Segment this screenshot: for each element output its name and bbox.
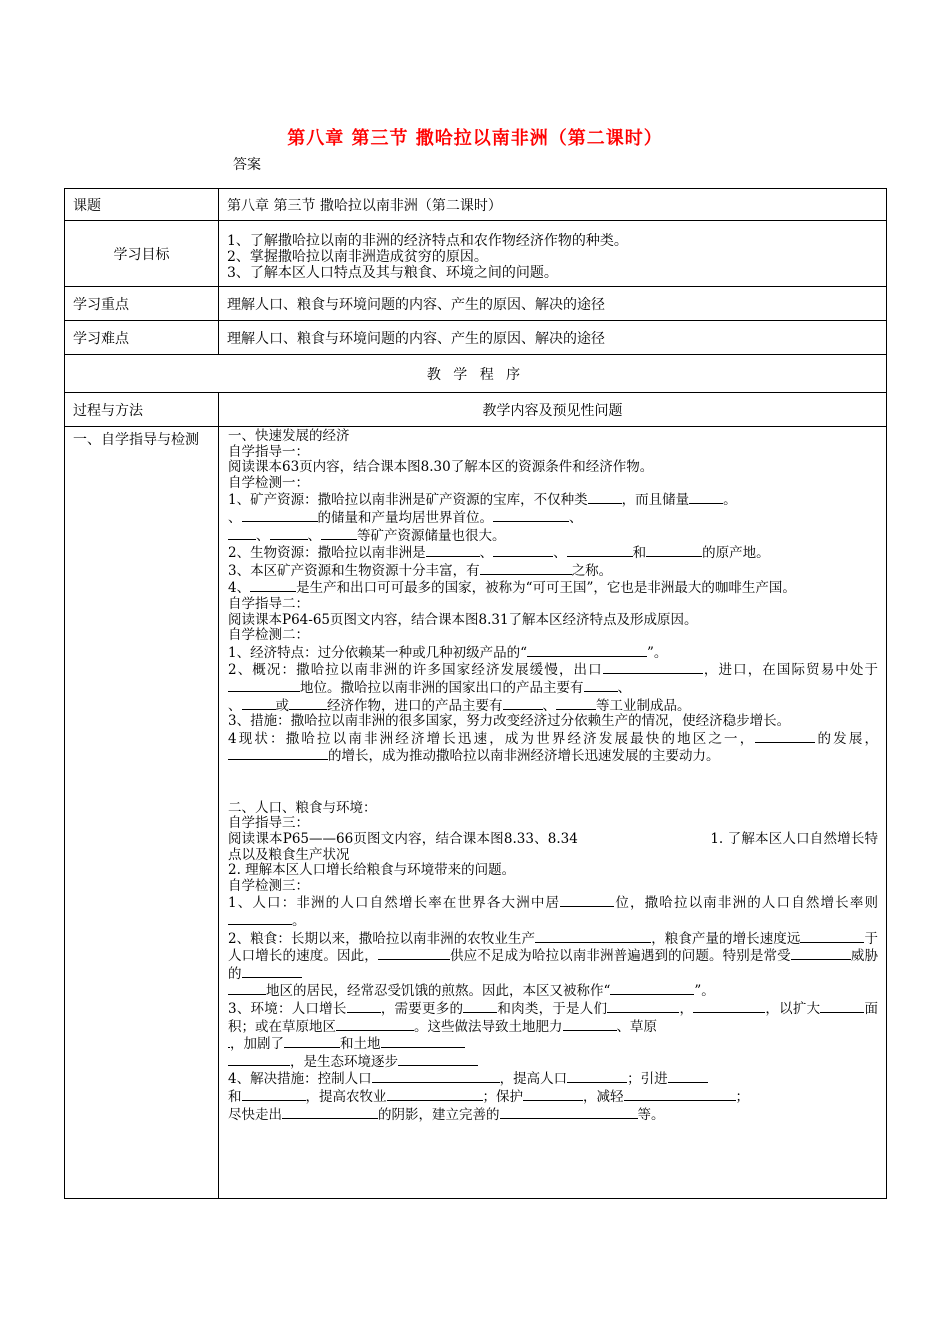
answer-blank[interactable] bbox=[493, 509, 569, 522]
question: 3、措施：撒哈拉以南非洲的很多国家，努力改变经济过分依赖生产的情况，使经济稳步增长。 bbox=[228, 713, 791, 730]
focus-label: 学习重点 bbox=[65, 287, 219, 321]
content-cell bbox=[219, 427, 887, 1199]
answer-blank[interactable] bbox=[347, 1000, 381, 1013]
guide-text: 阅读课本P65——66页图文内容，结合课本图8.33、8.34 1. 了解本区人口自然增长特点以及粮食生产状况 bbox=[228, 831, 879, 863]
question: 1、人口：非洲的人口自然增长率在世界各大洲中居 位，撒哈拉以南非洲的人口自然增长率则。 bbox=[228, 895, 878, 930]
answer-blank[interactable] bbox=[284, 1035, 340, 1048]
answer-blank[interactable] bbox=[500, 1106, 638, 1119]
answer-blank[interactable] bbox=[689, 491, 723, 504]
answer-blank[interactable] bbox=[398, 1053, 478, 1066]
answer-blank[interactable] bbox=[228, 527, 256, 540]
answer-blank[interactable] bbox=[588, 491, 622, 504]
answer-blank[interactable] bbox=[242, 697, 276, 710]
answer-blank[interactable] bbox=[242, 1088, 306, 1101]
answer-blank[interactable] bbox=[567, 544, 633, 557]
goals-cell bbox=[219, 221, 887, 287]
test-heading: 自学检测三： bbox=[228, 877, 309, 894]
answer-blank[interactable] bbox=[693, 1000, 765, 1013]
lesson-plan-table bbox=[64, 188, 887, 1199]
guide-heading: 自学指导一： bbox=[228, 443, 309, 460]
question: 3、环境：人口增长 ，需要更多的 和肉类，于是人们 ， ，以扩大 面积；或在草原地区 。这些做法导致土地肥力 、草原 ，加剧了 和土地 ，是生态环境逐步 bbox=[228, 1001, 879, 1070]
answer-blank[interactable] bbox=[791, 947, 851, 960]
test-heading: 自学检测二： bbox=[228, 627, 309, 644]
document-title: 第八章 第三节 撒哈拉以南非洲（第二课时） bbox=[287, 128, 663, 149]
goal-item: 3、了解本区人口特点及其与粮食、环境之间的问题。 bbox=[227, 264, 558, 281]
focus-row bbox=[65, 287, 887, 321]
question: 4、解决措施：控制人口 ，提高人口 ；引进 和 ，提高农牧业 ；保护 ，减轻 ； 尽快走出 的阴影，建立完善的 等。 bbox=[228, 1071, 749, 1123]
answer-blank[interactable] bbox=[610, 982, 694, 995]
section-heading: 一、快速发展的经济 bbox=[228, 428, 350, 444]
difficulty-row bbox=[65, 321, 887, 355]
guide-text: 阅读课本P64-65页图文内容，结合课本图8.31了解本区经济特点及形成原因。 bbox=[228, 611, 698, 628]
question: 2、概况：撒哈拉以南非洲的许多国家经济发展缓慢，出口 ，进口，在国际贸易中处于地位。撒哈拉以南非洲的国家出口的产品主要有 、 、 或 经济作物，进口的产品主要有 、 等工业制成品。 bbox=[228, 662, 879, 714]
question: 1、矿产资源：撒哈拉以南非洲是矿产资源的宝库，不仅种类 ，而且储量 。 、 的储量和产量均居世界首位。 、 、 、 等矿产资源储量也很大。 bbox=[228, 492, 737, 544]
question: 1、经济特点：过分依赖某一种或几种初级产品的“ ”。 bbox=[228, 644, 668, 661]
method-label: 过程与方法 bbox=[65, 393, 219, 427]
answer-blank[interactable] bbox=[527, 644, 647, 657]
step-row bbox=[65, 427, 887, 1199]
answer-blank[interactable] bbox=[624, 1088, 736, 1101]
answer-blank[interactable] bbox=[270, 527, 308, 540]
answer-blank[interactable] bbox=[289, 697, 327, 710]
answer-blank[interactable] bbox=[603, 661, 703, 674]
answer-blank[interactable] bbox=[755, 730, 815, 743]
answer-blank[interactable] bbox=[228, 982, 266, 995]
difficulty-label: 学习难点 bbox=[65, 321, 219, 355]
question: 2、粮食：长期以来，撒哈拉以南非洲的农牧业生产 ，粮食产量的增长速度远 于人口增长的速度。因此， 供应不足成为哈拉以南非洲普遍遇到的问题。特别是常受 威胁的 地区的居民，经常忍受饥饿的煎熬。因此，本区又被称作“ ”。 bbox=[228, 930, 879, 1000]
goal-item: 1、了解撒哈拉以南的非洲的经济特点和农作物经济作物的种类。 bbox=[227, 232, 628, 249]
answer-blank[interactable] bbox=[480, 562, 572, 575]
guide-text: 2. 理解本区人口增长给粮食与环境带来的问题。 bbox=[228, 862, 516, 879]
focus-value: 理解人口、粮食与环境问题的内容、产生的原因、解决的途径 bbox=[219, 287, 887, 321]
answer-blank[interactable] bbox=[228, 679, 300, 692]
answer-blank[interactable] bbox=[387, 1088, 483, 1101]
difficulty-value: 理解人口、粮食与环境问题的内容、产生的原因、解决的途径 bbox=[219, 321, 887, 355]
answer-blank[interactable] bbox=[556, 697, 596, 710]
guide-text: 阅读课本63页内容，结合课本图8.30了解本区的资源条件和经济作物。 bbox=[228, 459, 654, 476]
answer-blank[interactable] bbox=[228, 747, 328, 760]
answer-blank[interactable] bbox=[426, 544, 480, 557]
answer-blank[interactable] bbox=[372, 1070, 500, 1083]
question: 2、生物资源：撒哈拉以南非洲是 、 、 和 的原产地。 bbox=[228, 545, 770, 562]
spacer bbox=[228, 765, 878, 801]
answer-blank[interactable] bbox=[535, 930, 651, 943]
procedure-heading: 教 学 程 序 bbox=[65, 355, 887, 393]
answer-blank[interactable] bbox=[820, 1000, 864, 1013]
question: 4、 是生产和出口可可最多的国家，被称为“可可王国”，它也是非洲最大的咖啡生产国。 bbox=[228, 580, 796, 597]
answer-blank[interactable] bbox=[463, 1000, 497, 1013]
answer-blank[interactable] bbox=[493, 544, 553, 557]
answer-blank[interactable] bbox=[563, 1018, 617, 1031]
test-heading: 自学检测一： bbox=[228, 474, 309, 491]
goals-row bbox=[65, 221, 887, 287]
answer-blank[interactable] bbox=[523, 1088, 583, 1101]
answer-blank[interactable] bbox=[800, 930, 864, 943]
answer-blank[interactable] bbox=[381, 1035, 465, 1048]
answer-blank[interactable] bbox=[668, 1070, 708, 1083]
step-label: 一、自学指导与检测 bbox=[65, 427, 219, 1199]
procedure-row bbox=[65, 355, 887, 393]
answer-blank[interactable] bbox=[250, 579, 296, 592]
answer-blank[interactable] bbox=[282, 1106, 378, 1119]
answer-blank[interactable] bbox=[646, 544, 702, 557]
guide-heading: 自学指导三： bbox=[228, 815, 309, 832]
topic-row bbox=[65, 189, 887, 221]
goal-item: 2、掌握撒哈拉以南非洲造成贫穷的原因。 bbox=[227, 248, 488, 265]
answer-blank[interactable] bbox=[228, 1053, 290, 1066]
answer-blank[interactable] bbox=[228, 912, 292, 925]
answer-blank[interactable] bbox=[336, 1018, 414, 1031]
answer-label: 答案 bbox=[233, 157, 261, 173]
section-heading: 二、人口、粮食与环境： bbox=[228, 799, 377, 816]
content-heading: 教学内容及预见性问题 bbox=[219, 393, 887, 427]
answer-blank[interactable] bbox=[321, 527, 357, 540]
answer-blank[interactable] bbox=[242, 965, 302, 978]
question: 3、本区矿产资源和生物资源十分丰富，有 之称。 bbox=[228, 562, 613, 579]
goals-label: 学习目标 bbox=[65, 221, 219, 287]
answer-blank[interactable] bbox=[560, 894, 614, 907]
answer-blank[interactable] bbox=[567, 1070, 627, 1083]
topic-value: 第八章 第三节 撒哈拉以南非洲（第二课时） bbox=[219, 189, 887, 221]
method-row bbox=[65, 393, 887, 427]
answer-blank[interactable] bbox=[378, 947, 450, 960]
answer-blank[interactable] bbox=[242, 509, 318, 522]
answer-blank[interactable] bbox=[584, 679, 618, 692]
guide-heading: 自学指导二： bbox=[228, 595, 309, 612]
answer-blank[interactable] bbox=[607, 1000, 679, 1013]
answer-blank[interactable] bbox=[503, 697, 543, 710]
topic-label: 课题 bbox=[65, 189, 219, 221]
question: 4现状：撒哈拉以南非洲经济增长迅速，成为世界经济发展最快的地区之一， 的发展，的增长，成为推动撒哈拉以南非洲经济增长迅速发展的主要动力。 bbox=[228, 730, 878, 765]
